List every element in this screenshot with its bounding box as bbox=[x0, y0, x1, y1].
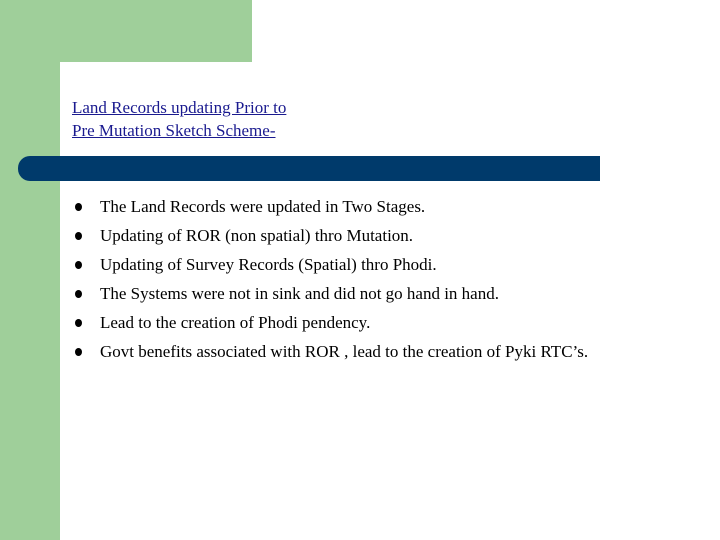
bullet-item bbox=[72, 337, 632, 363]
bullet-text: The Systems were not in sink and did not go hand in hand. bbox=[100, 284, 499, 303]
bullet-text: Govt benefits associated with ROR , lead to the creation of Pyki RTC’s. bbox=[100, 342, 589, 361]
bullet-item bbox=[72, 279, 632, 308]
bullet-icon bbox=[75, 261, 82, 269]
bullet-item bbox=[72, 221, 632, 250]
title-line-2: Pre Mutation Sketch Scheme- bbox=[72, 121, 276, 140]
title-divider-bar bbox=[18, 156, 600, 181]
bullet-item bbox=[72, 250, 632, 279]
bullet-icon bbox=[75, 348, 82, 356]
green-side-band bbox=[0, 0, 60, 540]
bullet-text: Lead to the creation of Phodi pendency. bbox=[100, 313, 371, 332]
bullet-icon bbox=[75, 290, 82, 298]
green-top-band bbox=[0, 0, 252, 62]
bullet-icon bbox=[75, 232, 82, 240]
title-line-1: Land Records updating Prior to bbox=[72, 98, 287, 117]
bullet-icon bbox=[75, 319, 82, 327]
bullet-text: Updating of ROR (non spatial) thro Mutation. bbox=[100, 226, 414, 245]
bullet-item bbox=[72, 308, 632, 337]
bullet-text: Updating of Survey Records (Spatial) thro Phodi. bbox=[100, 255, 437, 274]
bullet-item bbox=[72, 192, 632, 221]
bullet-icon bbox=[75, 203, 82, 211]
bullet-list bbox=[72, 192, 632, 363]
bullet-text: The Land Records were updated in Two Stages. bbox=[100, 197, 426, 216]
slide-title bbox=[72, 96, 592, 142]
